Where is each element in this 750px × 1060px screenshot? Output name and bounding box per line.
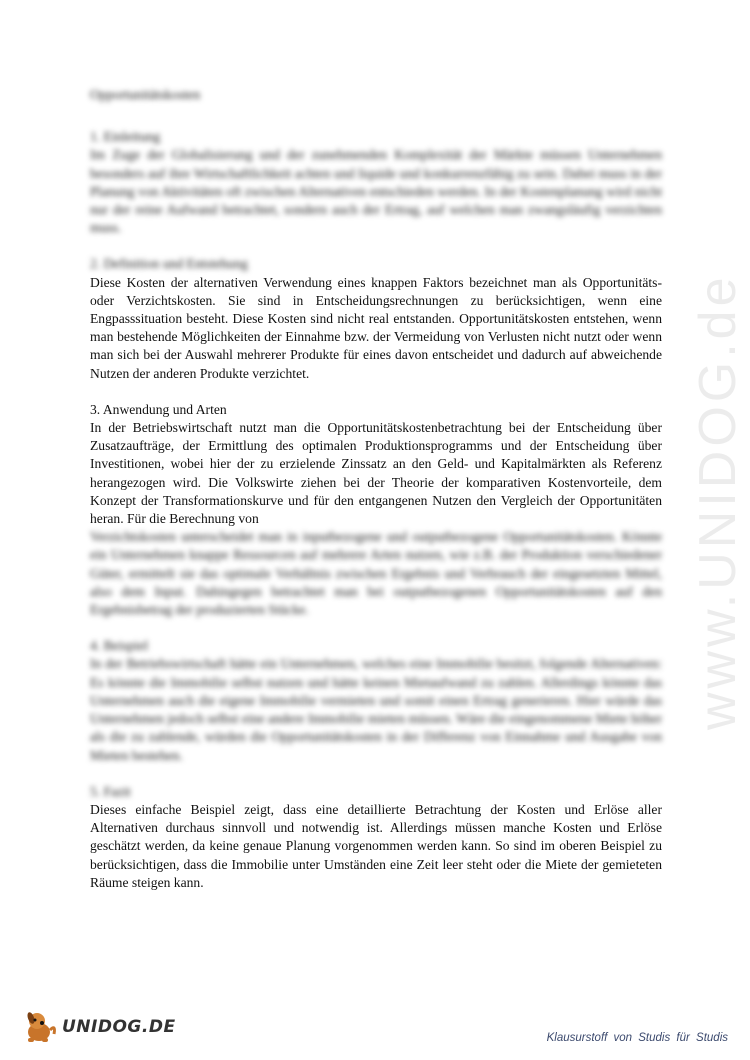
section-paragraph: Im Zuge der Globalisierung und der zunehmenden Komplexität der Märkte müssen Unternehmen besonders auf ihre Wirtschaftlichkeit achten und liquide und konkurrenzfähig zu sein. Dabei muss in der Planung von Aktivitäten oft zwischen Alternativen entschieden werden. In der Kostenplanung wird nicht nur der reine Aufwand betrachtet, sondern auch der Ertrag, auf welchen man zwangsläufig verzichten muss.	[90, 147, 662, 236]
section-definition	[90, 255, 662, 382]
document-title: Opportunitätskosten	[90, 87, 201, 102]
section-application	[90, 401, 662, 619]
section-introduction	[90, 128, 662, 237]
section-heading: 3. Anwendung und Arten	[90, 401, 227, 417]
section-conclusion	[90, 783, 662, 892]
section-heading: 1. Einleitung	[90, 129, 161, 145]
section-heading: 2. Definition und Entstehung	[90, 256, 248, 272]
section-paragraph: Dieses einfache Beispiel zeigt, dass eine detaillierte Betrachtung der Kosten und Erlöse aller Alternativen durchaus sinnvoll und notwendig ist. Allerdings müssen manche Kosten und Erlöse geschätzt werden, da keine genaue Planung vorgenommen werden kann. So sind im oberen Beispiel zu berücksichtigen, dass die Immobilie unter Umständen eine Zeit leer steht oder die Miete der gemieteten Räume steigen kann.	[90, 801, 662, 890]
dog-mascot-icon	[22, 1010, 58, 1044]
section-heading: 4. Beispiel	[90, 638, 149, 654]
document-body	[90, 86, 662, 910]
section-paragraph-blurred: Verzichtskosten unterscheidet man in inputbezogene und outputbezogene Opportunitätskosten. Könnte ein Unternehmen knappe Ressourcen auf mehrere Arten nutzen, wie z.B. der Produktion verschiedener Güter, ermittelt sie das optimale Verhältnis zwischen Ergebnis und Verbrauch der eingesetzten Mittel, also dem Input. Dahingegen betrachtet man bei outputbezogenen Opportunitätskosten auf den Ergebnisbetrag der produzierten Stücke.	[90, 529, 662, 618]
unidog-logo	[22, 1010, 176, 1044]
section-paragraph: In der Betriebswirtschaft hätte ein Unternehmen, welches eine Immobilie besitzt, folgende Alternativen: Es könnte die Immobilie selbst nutzen und hätte keinen Mietaufwand zu zahlen. Allerdings könnte das Unternehmen auch die eigene Immobilie vermieten und somit einen Ertrag generieren. Hier würde das Unternehmen jedoch selbst eine andere Immobilie mieten müssen. Wäre die eingenommene Miete höher als die zu zahlende, würden die Opportunitätskosten in der Differenz von Einnahme und Ausgabe von Mieten bestehen.	[90, 656, 662, 763]
section-example	[90, 637, 662, 764]
section-paragraph: In der Betriebswirtschaft nutzt man die Opportunitätskostenbetrachtung bei der Entscheidung über Zusatzaufträge, der Ermittlung des optimalen Produktionsprogramms und der Entscheidung über Investitionen, wobei hier der zu erzielende Zinssatz an den Geld- und Kapitalmärkten als Referenz herangezogen wird. Die Volkswirte ziehen bei der Theorie der komparativen Kostenvorteile, dem Konzept der Transformationskurve und für den entgangenen Nutzen den Vergleich der Opportunitäten heran. Für die Berechnung von	[90, 420, 662, 527]
logo-text: UNIDOG.DE	[62, 1017, 176, 1037]
watermark: www.UNIDOG.de	[689, 273, 747, 730]
footer-tagline: Klausurstoff von Studis für Studis	[546, 1032, 728, 1044]
section-paragraph: Diese Kosten der alternativen Verwendung eines knappen Faktors bezeichnet man als Opportunitäts- oder Verzichtskosten. Sie sind in Entscheidungsrechnungen zu berücksichtigen, wenn eine Engpasssituation besteht. Diese Kosten sind nicht real entstanden. Opportunitätskosten entstehen, wenn man bestehende Möglichkeiten der Einnahme bzw. der Vermeidung von Verlusten nicht nutzt oder wenn man sich bei der Auswahl mehrerer Produkte für eines davon entscheidet und dadurch auf abweichende Nutzen der anderen Produkte verzichtet.	[90, 274, 662, 381]
section-heading: 5. Fazit	[90, 783, 131, 799]
